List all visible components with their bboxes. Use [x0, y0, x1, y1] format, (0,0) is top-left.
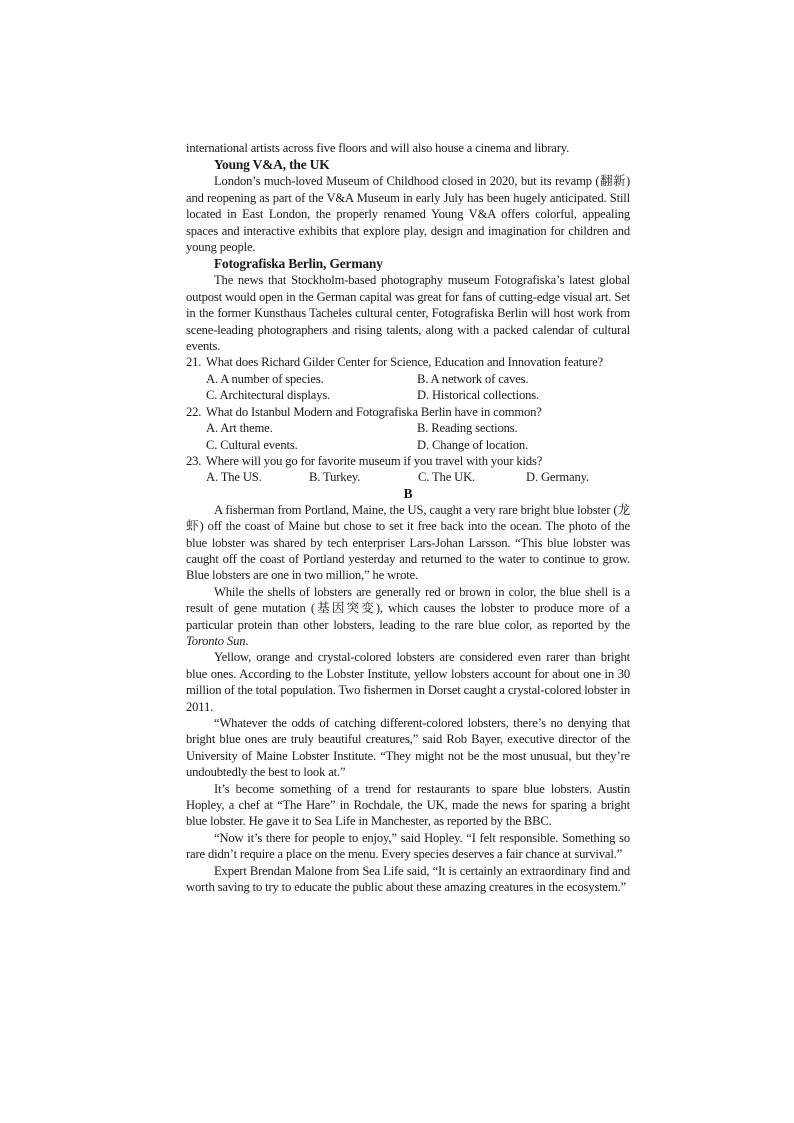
question-stem: Where will you go for favorite museum if you travel with your kids? — [206, 453, 543, 468]
option-c: C. Architectural displays. — [206, 388, 331, 403]
passage-b-paragraph-2 — [186, 584, 630, 650]
paragraph-2-end: . — [245, 633, 249, 648]
option-a: A. A number of species. — [206, 371, 324, 386]
question-stem: What do Istanbul Modern and Fotografiska Berlin have in common? — [206, 404, 542, 419]
option-c: C. Cultural events. — [206, 437, 298, 452]
question-stem: What does Richard Gilder Center for Science, Education and Innovation feature? — [206, 355, 604, 370]
question-23-options — [186, 469, 630, 485]
option-b: B. Reading sections. — [417, 421, 518, 436]
passage-b-paragraph-7: Expert Brendan Malone from Sea Life said, “It is certainly an extraordinary find and worth saving to try to educate the public about these amazing creatures in the ecosystem.” — [186, 863, 630, 895]
intro-tail: international artists across five floors and will also house a cinema and library. — [186, 141, 570, 155]
passage-b-paragraph-6: “Now it’s there for people to enjoy,” said Hopley. “I felt responsible. Something so rare didn’t require a place on the menu. Every species deserves a fair chance at survival.” — [186, 830, 630, 862]
question-number: 21. — [186, 355, 202, 370]
question-23 — [186, 453, 630, 469]
passage-b-paragraph-4: “Whatever the odds of catching different-colored lobsters, there’s no denying that bright blue ones are truly beautiful creatures,” said Rob Bayer, executive director of the University of Maine Lobster Institute. “They might not be the most unusual, but they’re undoubtedly the best to look at.” — [186, 716, 630, 780]
option-d: D. Historical collections. — [417, 388, 540, 403]
paragraph-2-text: While the shells of lobsters are generally red or brown in color, the blue shell is a result of gene mutation (基因突变), which causes the lobster to produce more of a particular protein than other lobsters, leading to the rare blue color, as reported by the — [186, 584, 630, 632]
passage-b-paragraph-5: It’s become something of a trend for restaurants to spare blue lobsters. Austin Hopley, a chef at “The Hare” in Rochdale, the UK, made the news for sparing a bright blue lobster. He gave it to Sea Life in Manchester, as reported by the BBC. — [186, 781, 630, 829]
passage-b-paragraph-3: Yellow, orange and crystal-colored lobsters are considered even rarer than bright blue ones. According to the Lobster Institute, yellow lobsters account for about one in 30 million of the total population. Two fishermen in Dorset caught a crystal-colored lobster in 2011. — [186, 650, 630, 714]
passage-b-paragraph-1: A fisherman from Portland, Maine, the US, caught a very rare bright blue lobster (龙虾) off the coast of Maine but chose to set it free back into the ocean. The photo of the blue lobster was shared by tech enterpriser Lars-Johan Larsson. “This blue lobster was caught off the coast of Portland yesterday and returned to the water to continue to grow. Blue lobsters are one in two million,” he wrote. — [186, 502, 630, 583]
museum-text-young-va: London’s much-loved Museum of Childhood closed in 2020, but its revamp (翻新) and reopening as part of the V&A Museum in early July has been hugely anticipated. Still located in East London, the properly renamed Young V&A offers colorful, appealing spaces and interactive exhibits that explore play, design and imagination for children and young people. — [186, 174, 630, 255]
question-21 — [186, 354, 630, 370]
question-number: 23. — [186, 453, 202, 468]
option-d: D. Change of location. — [417, 437, 529, 452]
question-22 — [186, 404, 630, 420]
option-b: B. Turkey. — [309, 470, 361, 485]
question-number: 22. — [186, 404, 202, 419]
question-21-options — [186, 371, 630, 404]
option-b: B. A network of caves. — [417, 371, 529, 386]
museum-text-fotografiska: The news that Stockholm-based photography museum Fotografiska’s latest global outpost would open in the German capital was great for fans of cutting-edge visual art. Set in the former Kunsthaus Tacheles cultural center, Fotografiska Berlin will host work from scene-leading photographers and rising talents, along with a packed calendar of cultural events. — [186, 273, 630, 354]
museum-heading-fotografiska: Fotografiska Berlin, Germany — [214, 256, 383, 272]
option-a: A. The US. — [206, 470, 262, 485]
option-a: A. Art theme. — [206, 421, 273, 436]
option-d: D. Germany. — [526, 470, 589, 485]
document-page — [186, 140, 630, 895]
question-22-options — [186, 420, 630, 453]
source-name: Toronto Sun — [186, 633, 246, 648]
option-c: C. The UK. — [418, 470, 476, 485]
museum-heading-young-va: Young V&A, the UK — [214, 157, 330, 173]
section-label-b: B — [403, 485, 413, 501]
